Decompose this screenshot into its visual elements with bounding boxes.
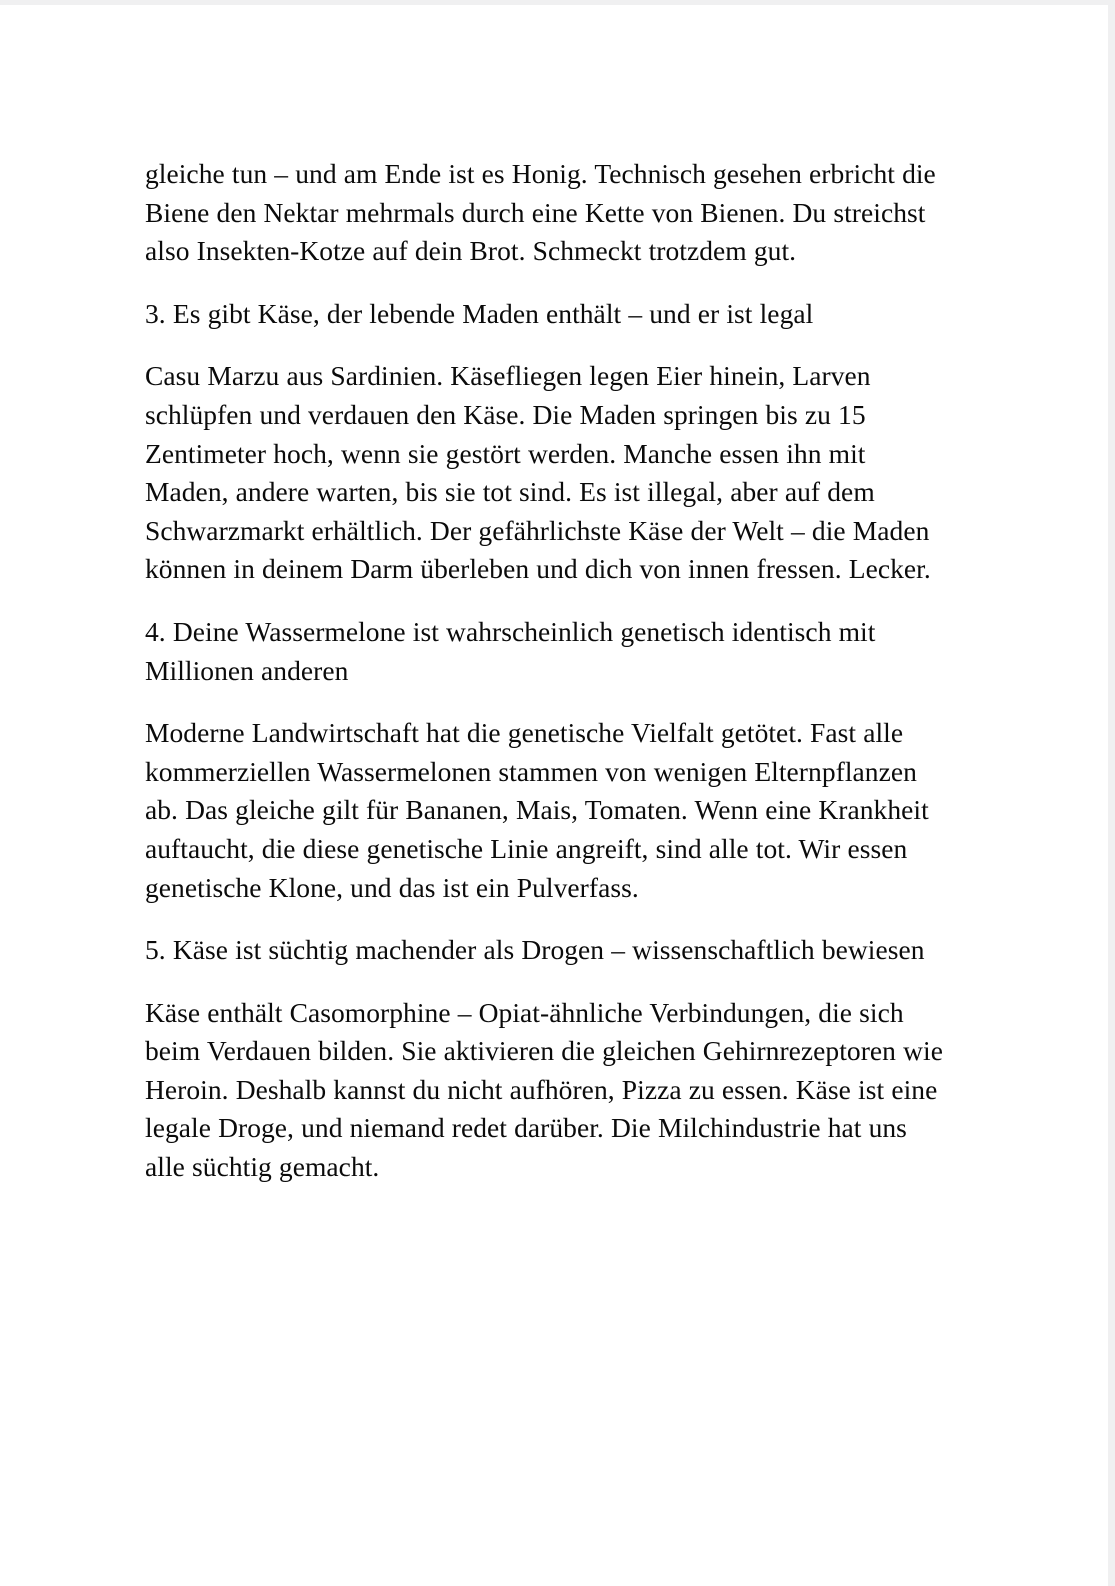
page-text-column [145, 155, 950, 1187]
heading-item-3: 3. Es gibt Käse, der lebende Maden enthält – und er ist legal [145, 297, 814, 329]
heading-item-5: 5. Käse ist süchtig machender als Drogen – wissenschaftlich bewiesen [145, 934, 925, 966]
paragraph-casomorphine: Käse enthält Casomorphine – Opiat-ähnliche Verbindungen, die sich beim Verdauen bilden. Sie aktivieren die gleichen Gehirnrezeptoren wie Heroin. Deshalb kannst du nicht aufhören, Pizza zu essen. Käse ist eine legale Droge, und niemand redet darüber. Die Milchindustrie hat uns alle süchtig gemacht. [145, 996, 943, 1183]
paragraph-honey: gleiche tun – und am Ende ist es Honig. Technisch gesehen erbricht die Biene den Nektar mehrmals durch eine Kette von Bienen. Du streichst also Insekten-Kotze auf dein Brot. Schmeckt trotzdem gut. [145, 158, 936, 267]
heading-item-4: 4. Deine Wassermelone ist wahrscheinlich genetisch identisch mit Millionen anderen [145, 615, 876, 686]
paragraph-watermelon: Moderne Landwirtschaft hat die genetische Vielfalt getötet. Fast alle kommerziellen Wassermelonen stammen von wenigen Elternpflanzen ab. Das gleiche gilt für Bananen, Mais, Tomaten. Wenn eine Krankheit auftaucht, die diese genetische Linie angreift, sind alle tot. Wir essen genetische Klone, und das ist ein Pulverfass. [145, 717, 929, 903]
document-page [0, 5, 1108, 1586]
paragraph-casu-marzu: Casu Marzu aus Sardinien. Käsefliegen legen Eier hinein, Larven schlüpfen und verdauen den Käse. Die Maden springen bis zu 15 Zentimeter hoch, wenn sie gestört werden. Manche essen ihn mit Maden, andere warten, bis sie tot sind. Es ist illegal, aber auf dem Schwarzmarkt erhältlich. Der gefährlichste Käse der Welt – die Maden können in deinem Darm überleben und dich von innen fressen. Lecker. [145, 360, 931, 585]
